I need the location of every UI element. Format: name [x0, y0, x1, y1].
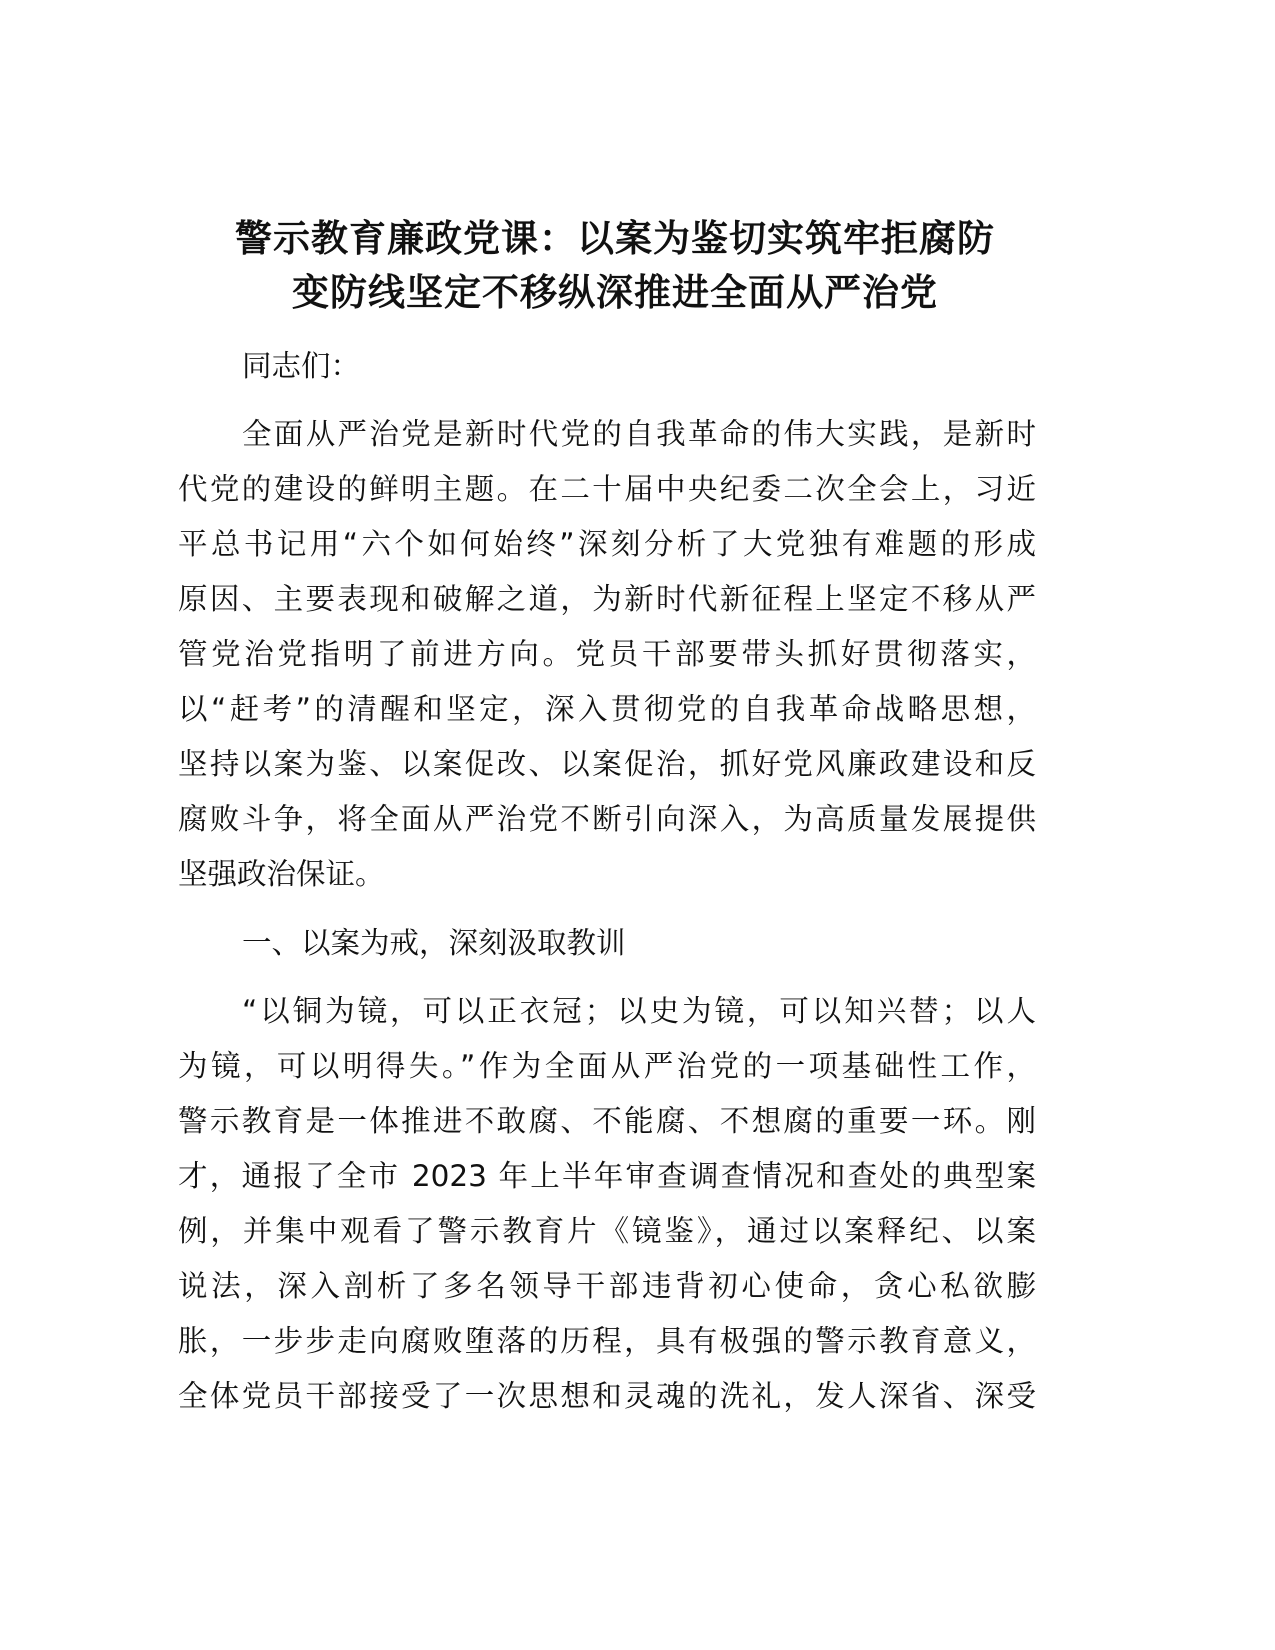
paragraph-line: “以铜为镜，可以正衣冠；以史为镜，可以知兴替；以人 — [242, 994, 1036, 1028]
paragraph-line: 全体党员干部接受了一次思想和灵魂的洗礼，发人深省、深受 — [178, 1379, 1036, 1413]
paragraph-line: 代党的建设的鲜明主题。在二十届中央纪委二次全会上，习近 — [178, 472, 1036, 506]
salutation: 同志们： — [242, 349, 361, 383]
paragraph-line: 为镜，可以明得失。”作为全面从严治党的一项基础性工作， — [178, 1049, 1036, 1083]
paragraph-line: 原因、主要表现和破解之道，为新时代新征程上坚定不移从严 — [178, 582, 1036, 616]
section-heading: 一、以案为戒，深刻汲取教训 — [242, 926, 626, 960]
paragraph-line: 才，通报了全市 2023 年上半年审查调查情况和查处的典型案 — [178, 1159, 1036, 1193]
title-line-1: 警示教育廉政党课：以案为鉴切实筑牢拒腐防 — [235, 217, 995, 260]
paragraph-line: 坚持以案为鉴、以案促改、以案促治，抓好党风廉政建设和反 — [178, 747, 1036, 781]
paragraph-line: 平总书记用“六个如何始终”深刻分析了大党独有难题的形成 — [178, 527, 1036, 561]
paragraph-line: 腐败斗争，将全面从严治党不断引向深入，为高质量发展提供 — [178, 802, 1036, 836]
paragraph-line: 全面从严治党是新时代党的自我革命的伟大实践，是新时 — [242, 417, 1036, 451]
paragraph-line: 例，并集中观看了警示教育片《镜鉴》，通过以案释纪、以案 — [178, 1214, 1036, 1248]
paragraph-line: 胀，一步步走向腐败堕落的历程，具有极强的警示教育意义， — [178, 1324, 1036, 1358]
paragraph-line: 说法，深入剖析了多名领导干部违背初心使命，贪心私欲膨 — [178, 1269, 1036, 1303]
title-line-2: 变防线坚定不移纵深推进全面从严治党 — [292, 271, 938, 314]
document-title — [170, 212, 1060, 320]
paragraph-line: 以“赶考”的清醒和坚定，深入贯彻党的自我革命战略思想， — [178, 692, 1036, 726]
paragraph-line: 管党治党指明了前进方向。党员干部要带头抓好贯彻落实， — [178, 637, 1036, 671]
paragraph-line: 警示教育是一体推进不敢腐、不能腐、不想腐的重要一环。刚 — [178, 1104, 1036, 1138]
paragraph-line: 坚强政治保证。 — [178, 857, 385, 891]
